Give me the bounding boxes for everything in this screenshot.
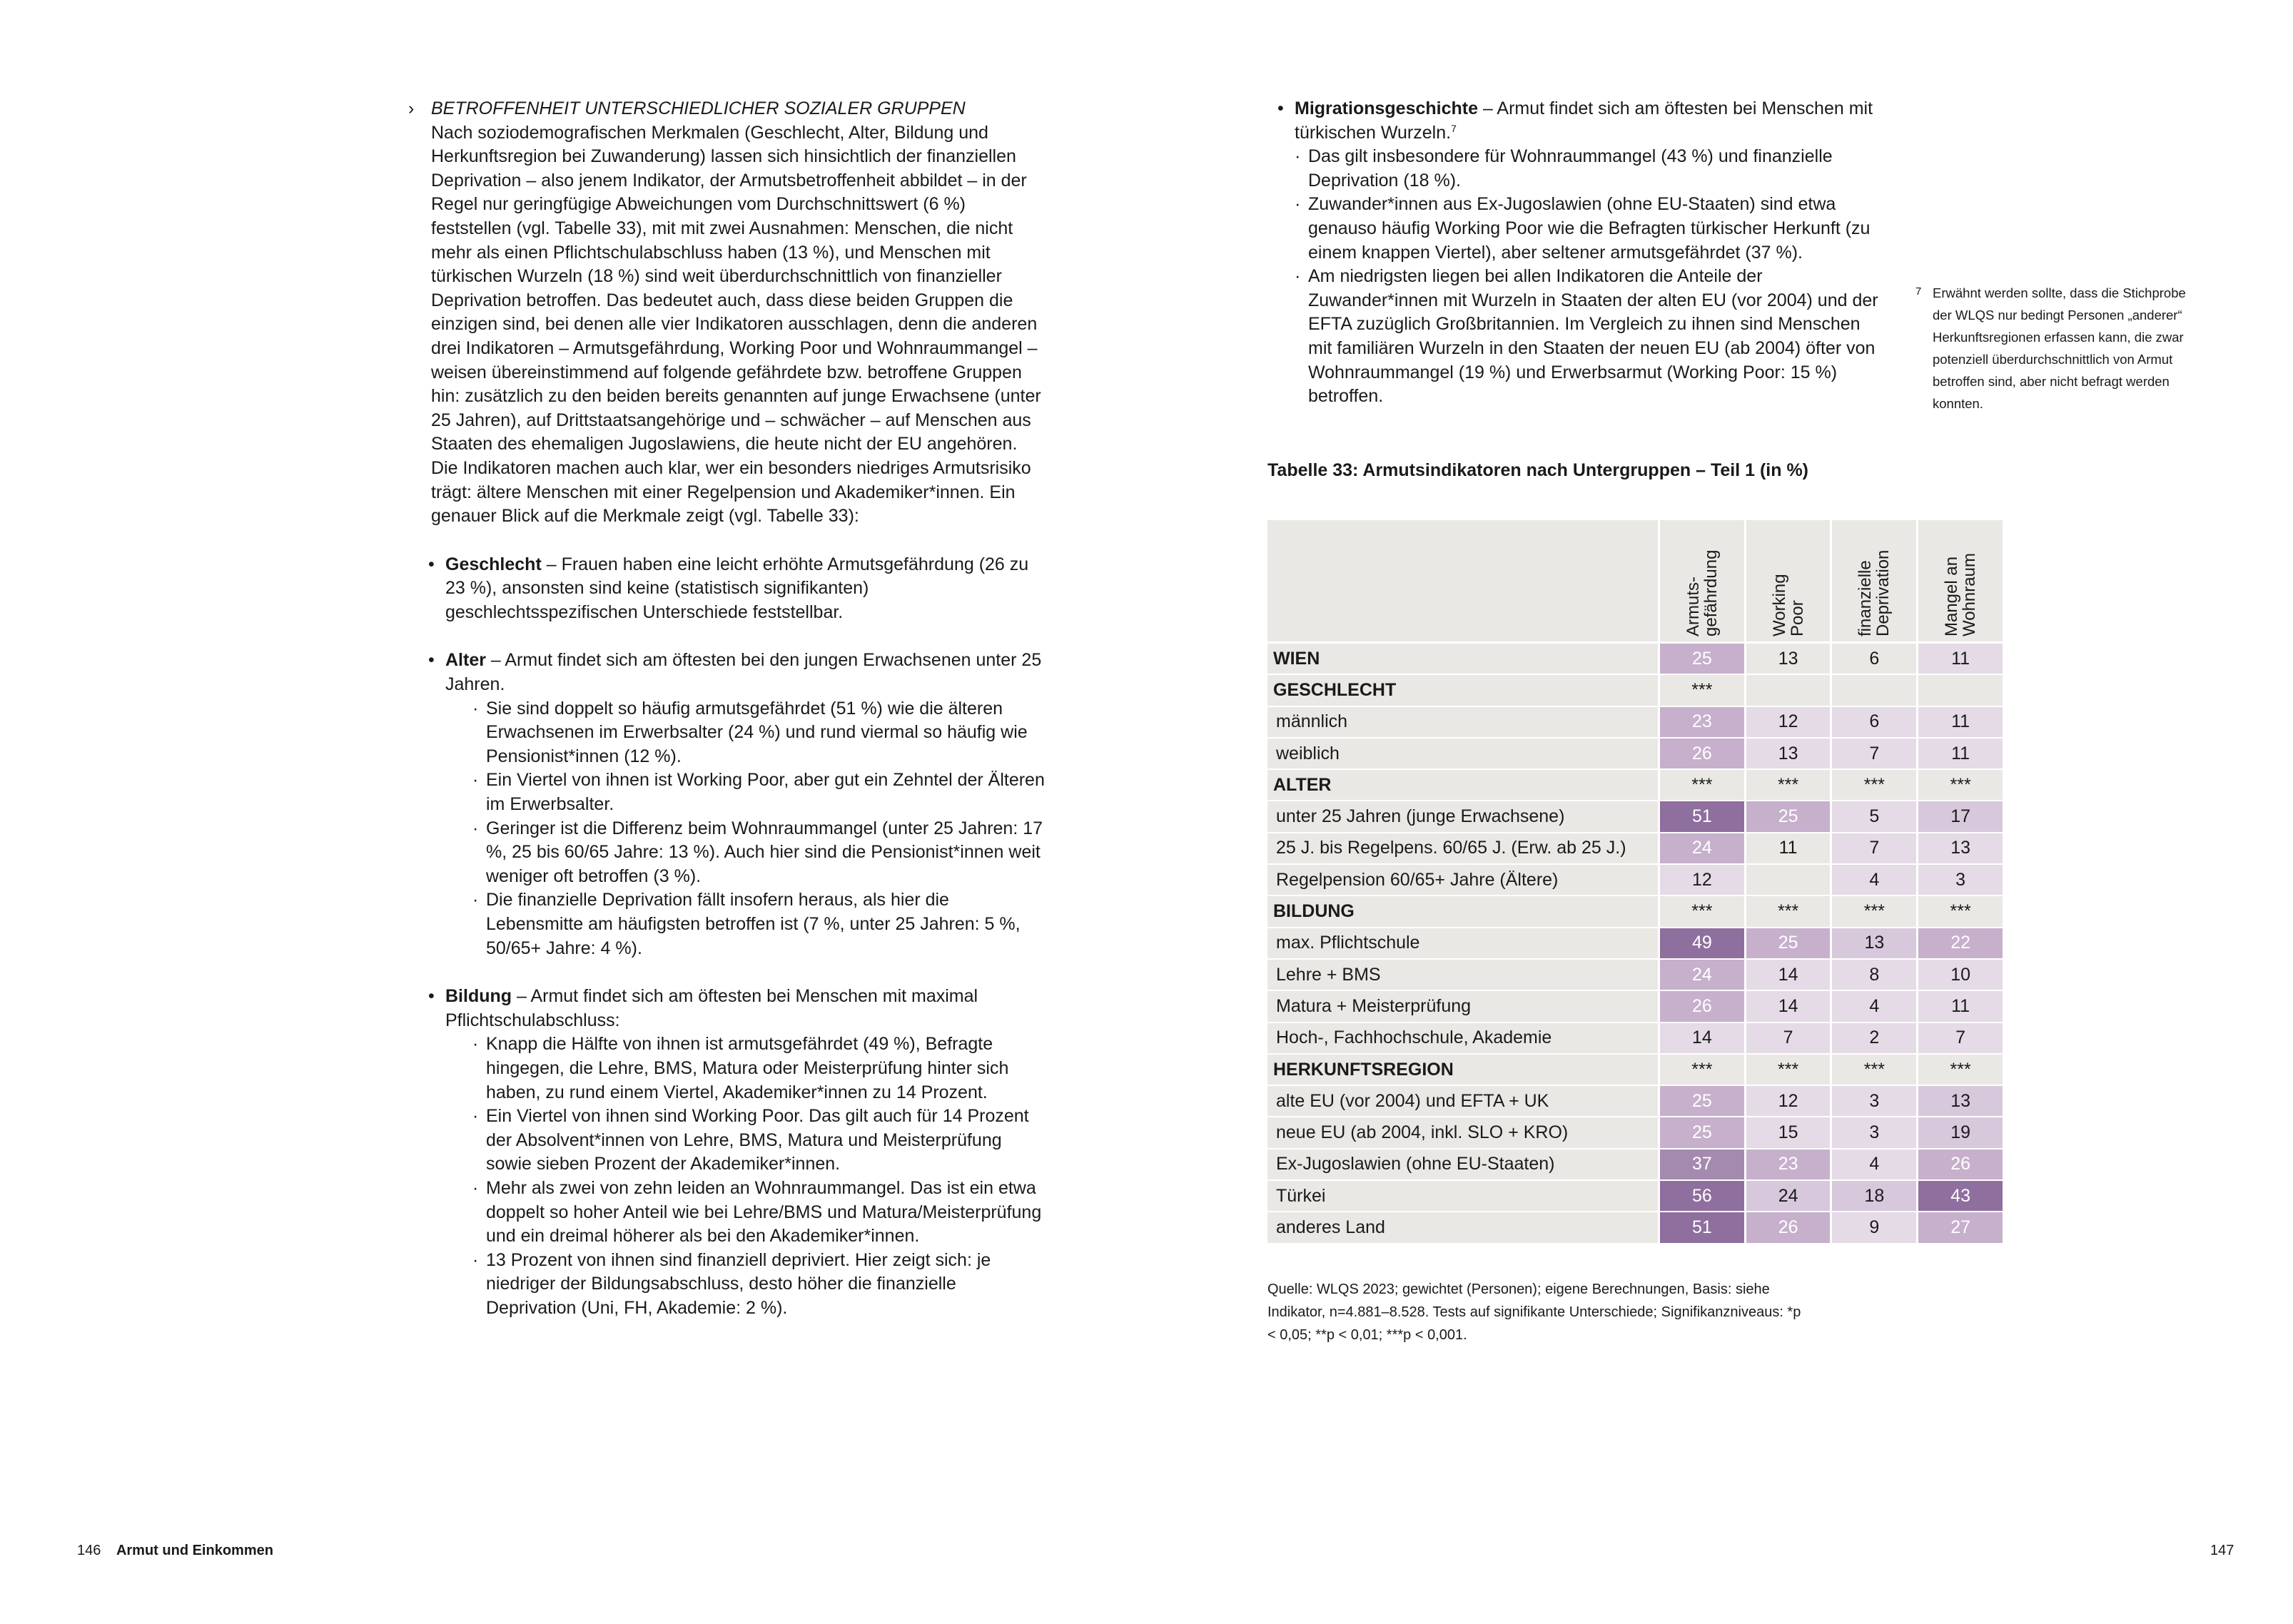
table-cell: 7 — [1832, 739, 1918, 770]
page-number-right: 147 — [2210, 1543, 2234, 1558]
table-cell: 22 — [1918, 928, 2005, 960]
sub-item — [445, 697, 1046, 769]
table-cell: 27 — [1918, 1212, 2005, 1244]
row-label: männlich — [1267, 707, 1660, 739]
bullet-text: – Frauen haben eine leicht erhöhte Armutsgefährdung (26 zu 23 %), ansonsten sind keine (statistisch signifikanten) geschlechtsspezifischen Unterschiede feststellbar. — [445, 554, 1029, 622]
column-header — [1918, 520, 2005, 644]
table-cell: 10 — [1918, 960, 2005, 991]
sub-text: Die finanzielle Deprivation fällt insofern heraus, als hier die Lebensmitte am häufigsten betroffen ist (7 %, unter 25 Jahren: 5 %, 50/65+ Jahre: 4 %). — [486, 890, 1021, 958]
table-cell: 17 — [1918, 801, 2005, 833]
bullet-title: Migrationsgeschichte — [1295, 98, 1478, 118]
bullet-title: Geschlecht — [445, 554, 542, 574]
table-cell: 11 — [1918, 644, 2005, 675]
table-row — [1267, 1150, 2005, 1181]
table-cell: 11 — [1918, 991, 2005, 1022]
table-cell: 6 — [1832, 644, 1918, 675]
sub-text: Das gilt insbesondere für Wohnraummangel (43 %) und finanzielle Deprivation (18 %). — [1308, 146, 1833, 191]
table-cell: 3 — [1918, 865, 2005, 896]
row-label: HERKUNFTSREGION — [1267, 1055, 1660, 1086]
table-cell: 25 — [1660, 1086, 1746, 1117]
table-cell: 18 — [1832, 1181, 1918, 1212]
sub-dot-icon: · — [472, 1249, 479, 1270]
sub-dot-icon: · — [472, 770, 479, 791]
bullet-title: Alter — [445, 650, 486, 671]
sub-text: Ein Viertel von ihnen ist Working Poor, aber gut ein Zehntel der Älteren im Erwerbsalter. — [486, 770, 1045, 815]
table-cell: 13 — [1832, 928, 1918, 960]
table-cell: 26 — [1746, 1212, 1833, 1244]
sub-dot-icon: · — [1295, 266, 1301, 287]
column-header-text: Working Poor — [1769, 574, 1807, 636]
row-label: 25 J. bis Regelpens. 60/65 J. (Erw. ab 25 J.) — [1267, 833, 1660, 865]
table-row — [1267, 644, 2005, 675]
bullet-item — [418, 553, 1046, 625]
table-header-row — [1267, 520, 2005, 644]
bullet-title: Bildung — [445, 986, 512, 1007]
table-cell: *** — [1746, 1055, 1833, 1086]
table-cell: 4 — [1832, 865, 1918, 896]
left-column — [408, 97, 1046, 1321]
table-cell: *** — [1660, 1055, 1746, 1086]
column-header — [1832, 520, 1918, 644]
table-row — [1267, 1055, 2005, 1086]
column-header-text: finanzielle Deprivation — [1856, 549, 1893, 636]
table-cell: *** — [1746, 770, 1833, 801]
sub-item — [445, 1249, 1046, 1321]
table-cell: 8 — [1832, 960, 1918, 991]
table-cell: 26 — [1660, 739, 1746, 770]
table-cell: 7 — [1918, 1023, 2005, 1055]
sub-item — [1267, 145, 1881, 193]
header-blank-cell — [1267, 520, 1660, 644]
table-row — [1267, 770, 2005, 801]
left-bullet-list — [418, 553, 1046, 1321]
table-cell: 14 — [1746, 960, 1833, 991]
table-cell: 43 — [1918, 1181, 2005, 1212]
table-cell: 25 — [1746, 801, 1833, 833]
sub-text: Zuwander*innen aus Ex-Jugoslawien (ohne EU-Staaten) sind etwa genauso häufig Working Poor wie die Befragten türkischer Herkunft (zu einem knappen Viertel), aber seltener armutsgefährdet (37 %). — [1308, 194, 1871, 263]
sub-text: Mehr als zwei von zehn leiden an Wohnraummangel. Das ist ein etwa doppelt so hoher Anteil wie bei Lehre/BMS und Matura/Meisterprüfung und ein dreimal höherer als bei den Akademiker*innen. — [486, 1177, 1042, 1247]
bullet-dot-icon: • — [428, 986, 435, 1007]
table-cell: 37 — [1660, 1150, 1746, 1181]
table-cell: 11 — [1918, 739, 2005, 770]
bullet-item — [418, 649, 1046, 960]
table-cell: 23 — [1746, 1150, 1833, 1181]
bullet-dot-icon: • — [428, 554, 435, 574]
table-cell: 26 — [1918, 1150, 2005, 1181]
bullet-text: – Armut findet sich am öftesten bei Menschen mit türkischen Wurzeln. — [1295, 98, 1873, 143]
sub-item — [445, 768, 1046, 816]
row-label: max. Pflichtschule — [1267, 928, 1660, 960]
sub-dot-icon: · — [472, 1034, 479, 1055]
footnote-text: Erwähnt werden sollte, dass die Stichprobe der WLQS nur bedingt Personen „anderer“ Herkunftsregionen erfassen kann, die zwar potenziell überdurchschnittlich von Armut betroffen sind, aber nicht befragt werden konnten. — [1933, 285, 2186, 411]
table-cell: 14 — [1660, 1023, 1746, 1055]
sub-item — [445, 1177, 1046, 1249]
table-cell: *** — [1832, 896, 1918, 928]
sub-dot-icon: · — [472, 818, 479, 838]
table-cell: 3 — [1832, 1086, 1918, 1117]
table-cell: 3 — [1832, 1117, 1918, 1149]
row-label: Lehre + BMS — [1267, 960, 1660, 991]
table-cell — [1918, 675, 2005, 706]
table-cell: 24 — [1660, 833, 1746, 865]
footnote-ref[interactable]: 7 — [1451, 122, 1457, 134]
table-cell: 12 — [1746, 1086, 1833, 1117]
table-row — [1267, 1212, 2005, 1244]
bullet-text: – Armut findet sich am öftesten bei den jungen Erwachsenen unter 25 Jahren. — [445, 650, 1042, 695]
sub-text: Knapp die Hälfte von ihnen ist armutsgefährdet (49 %), Befragte hingegen, die Lehre, BMS, Matura oder Meisterprüfung hinter sich haben, zu rund einem Viertel, Akademiker*innen zu 14 Prozent. — [486, 1034, 1009, 1102]
running-title: Armut und Einkommen — [116, 1543, 273, 1558]
table-cell: 2 — [1832, 1023, 1918, 1055]
table-cell: 23 — [1660, 707, 1746, 739]
table-cell — [1832, 675, 1918, 706]
table-cell: 13 — [1746, 644, 1833, 675]
footer-left — [77, 1543, 273, 1559]
table-row — [1267, 865, 2005, 896]
row-label: Hoch-, Fachhochschule, Akademie — [1267, 1023, 1660, 1055]
sub-dot-icon: · — [472, 1106, 479, 1127]
sub-item — [445, 1032, 1046, 1105]
table-row — [1267, 833, 2005, 865]
table-row — [1267, 1086, 2005, 1117]
table-cell: *** — [1918, 770, 2005, 801]
column-header-text: Armuts- gefährdung — [1683, 549, 1721, 636]
row-label: unter 25 Jahren (junge Erwachsene) — [1267, 801, 1660, 833]
column-header — [1660, 520, 1746, 644]
row-label: weiblich — [1267, 739, 1660, 770]
table-cell — [1746, 675, 1833, 706]
sub-dot-icon: · — [1295, 194, 1301, 215]
bullet-dot-icon: • — [1277, 98, 1284, 118]
row-label: Regelpension 60/65+ Jahre (Ältere) — [1267, 865, 1660, 896]
table-cell: 13 — [1918, 1086, 2005, 1117]
row-label: Ex-Jugoslawien (ohne EU-Staaten) — [1267, 1150, 1660, 1181]
table-body — [1267, 644, 2005, 1244]
column-header-text: Mangel an Wohnraum — [1942, 553, 1980, 636]
table-cell: 13 — [1746, 739, 1833, 770]
row-label: alte EU (vor 2004) und EFTA + UK — [1267, 1086, 1660, 1117]
table-cell: 6 — [1832, 707, 1918, 739]
bullet-text: – Armut findet sich am öftesten bei Menschen mit maximal Pflichtschulabschluss: — [445, 986, 978, 1030]
sub-text: Geringer ist die Differenz beim Wohnraummangel (unter 25 Jahren: 17 %, 25 bis 60/65 Jahre: 13 %). Auch hier sind die Pensionist*innen weit weniger oft betroffen (3 %). — [486, 818, 1043, 886]
sub-dot-icon: · — [472, 698, 479, 719]
table-row — [1267, 1023, 2005, 1055]
table-cell: 25 — [1660, 644, 1746, 675]
row-label: ALTER — [1267, 770, 1660, 801]
row-label: GESCHLECHT — [1267, 675, 1660, 706]
sub-dot-icon: · — [472, 1177, 479, 1198]
section-heading-text: BETROFFENHEIT UNTERSCHIEDLICHER SOZIALER GRUPPEN — [431, 98, 966, 118]
table-cell: 11 — [1746, 833, 1833, 865]
table-row — [1267, 801, 2005, 833]
table-cell: 25 — [1746, 928, 1833, 960]
sub-item — [445, 888, 1046, 960]
table-cell: 56 — [1660, 1181, 1746, 1212]
table-cell: 49 — [1660, 928, 1746, 960]
table-cell: 25 — [1660, 1117, 1746, 1149]
table-row — [1267, 928, 2005, 960]
row-label: Türkei — [1267, 1181, 1660, 1212]
table-cell: 12 — [1660, 865, 1746, 896]
right-column — [1267, 97, 1881, 409]
row-label: WIEN — [1267, 644, 1660, 675]
table-cell: *** — [1746, 896, 1833, 928]
table-cell: *** — [1660, 675, 1746, 706]
table-cell: 7 — [1832, 833, 1918, 865]
bullet-dot-icon: • — [428, 650, 435, 671]
table-title: Tabelle 33: Armutsindikatoren nach Untergruppen – Teil 1 (in %) — [1267, 460, 1808, 480]
table-cell: 15 — [1746, 1117, 1833, 1149]
intro-paragraph: Nach soziodemografischen Merkmalen (Geschlecht, Alter, Bildung und Herkunftsregion bei Zuwanderung) lassen sich hinsichtlich der finanziellen Deprivation – also jenem Indikator, der Armutsbetroffenheit abbildet – in der Regel nur geringfügige Abweichungen vom Durchschnittswert (6 %) feststellen (vgl. Tabelle 33), mit mit zwei Ausnahmen: Menschen, die nicht mehr als einen Pflichtschulabschluss haben (13 %), und Menschen mit türkischen Wurzeln (18 %) sind weit überdurchschnittlich von finanzieller Deprivation betroffen. Das bedeutet auch, dass diese beiden Gruppen die einzigen sind, bei denen alle vier Indikatoren ausschlagen, denn die anderen drei Indikatoren – Armutsgefährdung, Working Poor und Wohnraummangel – weisen übereinstimmend auf folgende gefährdete bzw. betroffene Gruppen hin: zusätzlich zu den beiden bereits genannten auf junge Erwachsene (unter 25 Jahren), auf Drittstaatsangehörige und – schwächer – auf Menschen aus Staaten des ehemaligen Jugoslawiens, die heute nicht der EU angehören. Die Indikatoren machen auch klar, wer ein besonders niedriges Armutsrisiko trägt: ältere Menschen mit einer Regelpension und Akademiker*innen. Ein genauer Blick auf die Merkmale zeigt (vgl. Tabelle 33): — [431, 122, 1041, 527]
table-row — [1267, 960, 2005, 991]
table-cell: *** — [1832, 1055, 1918, 1086]
table-cell: *** — [1918, 896, 2005, 928]
table-cell: 13 — [1918, 833, 2005, 865]
table-cell: 9 — [1832, 1212, 1918, 1244]
row-label: Matura + Meisterprüfung — [1267, 991, 1660, 1022]
bullet-item — [418, 985, 1046, 1320]
table-cell: 19 — [1918, 1117, 2005, 1149]
page-number-left: 146 — [77, 1543, 101, 1558]
sub-item — [445, 1105, 1046, 1177]
bullet-migrationsgeschichte — [1267, 97, 1881, 145]
sub-item — [445, 817, 1046, 889]
column-header — [1746, 520, 1833, 644]
table-cell: 51 — [1660, 1212, 1746, 1244]
chevron-right-icon: › — [408, 98, 415, 118]
table-cell: *** — [1660, 770, 1746, 801]
table-cell: 26 — [1660, 991, 1746, 1022]
table-row — [1267, 675, 2005, 706]
row-label: neue EU (ab 2004, inkl. SLO + KRO) — [1267, 1117, 1660, 1149]
table-row — [1267, 1117, 2005, 1149]
table-cell — [1746, 865, 1833, 896]
row-label: BILDUNG — [1267, 896, 1660, 928]
row-label: anderes Land — [1267, 1212, 1660, 1244]
table-cell: 11 — [1918, 707, 2005, 739]
footnote-number: 7 — [1915, 285, 1922, 298]
indicator-table — [1267, 520, 2005, 1244]
sub-text: Am niedrigsten liegen bei allen Indikatoren die Anteile der Zuwander*innen mit Wurzeln in Staaten der alten EU (vor 2004) und der EFTA zuzüglich Großbritannien. Im Vergleich zu ihnen sind Menschen mit familiären Wurzeln in den Staaten der neuen EU (ab 2004) öfter von Wohnraummangel (19 %) und Erwerbsarmut (Working Poor: 15 %) betroffen. — [1308, 266, 1878, 407]
table-cell: 12 — [1746, 707, 1833, 739]
sub-text: Ein Viertel von ihnen sind Working Poor. Das gilt auch für 14 Prozent der Absolvent*innen von Lehre, BMS, Matura und Meisterprüfung sowie sieben Prozent der Akademiker*innen. — [486, 1106, 1029, 1174]
table-cell: 7 — [1746, 1023, 1833, 1055]
table-cell: 24 — [1746, 1181, 1833, 1212]
table-row — [1267, 739, 2005, 770]
table-row — [1267, 707, 2005, 739]
footnote — [1915, 282, 2190, 415]
table-row — [1267, 896, 2005, 928]
sub-text: Sie sind doppelt so häufig armutsgefährdet (51 %) wie die älteren Erwachsenen im Erwerbsalter (24 %) und rund viermal so häufig wie Pensionist*innen (12 %). — [486, 698, 1028, 766]
sub-dot-icon: · — [1295, 146, 1301, 167]
sub-item — [1267, 265, 1881, 409]
table-cell: 51 — [1660, 801, 1746, 833]
right-sub-list — [1267, 145, 1881, 409]
table-cell: 4 — [1832, 1150, 1918, 1181]
source-note: Quelle: WLQS 2023; gewichtet (Personen); eigene Berechnungen, Basis: siehe Indikator, n=4.881–8.528. Tests auf signifikante Unterschiede; Signifikanzniveaus: *p < 0,05; **p < 0,01; ***p < 0,001. — [1267, 1282, 1801, 1343]
table-cell: 24 — [1660, 960, 1746, 991]
table-cell: *** — [1660, 896, 1746, 928]
sub-text: 13 Prozent von ihnen sind finanziell depriviert. Hier zeigt sich: je niedriger der Bildungsabschluss, desto höher die finanzielle Deprivation (Uni, FH, Akademie: 2 %). — [486, 1249, 991, 1318]
sub-dot-icon: · — [472, 890, 479, 910]
table-cell: *** — [1918, 1055, 2005, 1086]
table-row — [1267, 991, 2005, 1022]
table-cell: 14 — [1746, 991, 1833, 1022]
section-heading — [408, 97, 1046, 121]
table-cell: *** — [1832, 770, 1918, 801]
table-row — [1267, 1181, 2005, 1212]
table-cell: 4 — [1832, 991, 1918, 1022]
table-cell: 5 — [1832, 801, 1918, 833]
sub-item — [1267, 193, 1881, 265]
